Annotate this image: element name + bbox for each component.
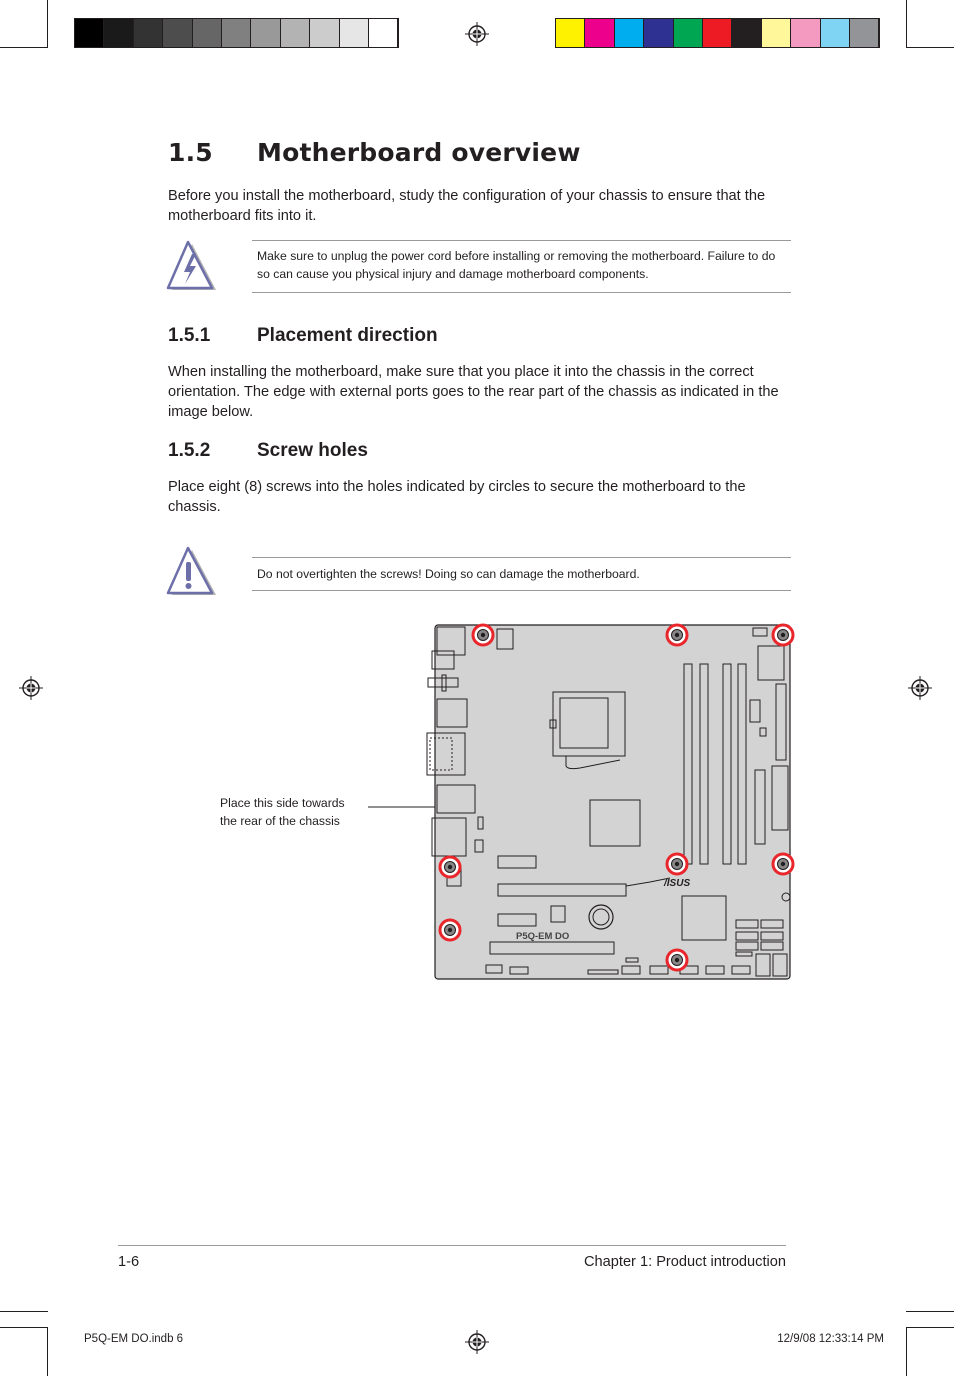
placement-paragraph: When installing the motherboard, make sure that you place it into the chassis in the correct orientation. The edge with external ports goes to the rear part of the chassis as indicated in the image below. xyxy=(168,364,779,420)
color-swatch xyxy=(556,19,585,47)
color-swatch xyxy=(732,19,761,47)
board-model-label: P5Q-EM DO xyxy=(516,931,570,942)
intro-paragraph: Before you install the motherboard, study the configuration of your chassis to ensure that the motherboard fits into it. xyxy=(168,188,766,224)
color-swatch xyxy=(791,19,820,47)
color-swatch xyxy=(104,19,133,47)
page-number: 1-6 xyxy=(118,1254,140,1270)
color-swatch xyxy=(703,19,732,47)
subsection-heading xyxy=(168,325,438,347)
color-swatch xyxy=(850,19,879,47)
warning-note-text: Make sure to unplug the power cord before installing or removing the motherboard. Failure to do so can cause you physical injury and damage motherboard components. xyxy=(257,249,776,281)
warning-note-box xyxy=(252,557,791,591)
color-swatch xyxy=(644,19,673,47)
color-swatch xyxy=(222,19,251,47)
warning-exclamation-icon xyxy=(166,545,222,599)
color-swatch xyxy=(134,19,163,47)
registration-mark-icon xyxy=(19,676,43,700)
trim-mark xyxy=(47,0,48,48)
brand-logo-label: /ISUS xyxy=(664,878,691,889)
screw-hole-marker xyxy=(773,625,793,645)
color-swatch xyxy=(369,19,398,47)
color-swatch xyxy=(674,19,703,47)
color-swatch xyxy=(762,19,791,47)
grayscale-color-bar xyxy=(74,18,399,48)
callout-line-1: Place this side towards xyxy=(220,796,345,810)
color-swatch xyxy=(193,19,222,47)
color-swatch xyxy=(251,19,280,47)
color-swatch xyxy=(615,19,644,47)
subsection-number: 1.5.2 xyxy=(168,440,211,461)
warning-note-box xyxy=(252,240,791,293)
callout-line-2: the rear of the chassis xyxy=(220,814,340,828)
section-title: Motherboard overview xyxy=(257,138,581,167)
diagram-callout xyxy=(220,794,345,830)
trim-mark xyxy=(0,47,48,48)
warning-note-text: Do not overtighten the screws! Doing so can damage the motherboard. xyxy=(257,567,640,581)
color-swatch xyxy=(340,19,369,47)
warning-lightning-icon xyxy=(166,240,222,294)
slug-filename: P5Q-EM DO.indb 6 xyxy=(84,1333,184,1345)
footer-rule xyxy=(118,1245,786,1246)
subsection-title: Placement direction xyxy=(257,325,438,346)
screw-hole-marker xyxy=(667,625,687,645)
registration-mark-icon xyxy=(908,676,932,700)
trim-mark xyxy=(0,1311,48,1312)
trim-mark xyxy=(906,0,907,48)
screw-hole-marker xyxy=(473,625,493,645)
trim-mark xyxy=(47,1328,48,1376)
registration-mark-icon xyxy=(465,1330,489,1354)
trim-mark xyxy=(906,1328,907,1376)
color-swatch xyxy=(310,19,339,47)
trim-mark xyxy=(906,47,954,48)
screw-holes-paragraph: Place eight (8) screws into the holes indicated by circles to secure the motherboard to the chassis. xyxy=(168,479,746,515)
trim-mark xyxy=(906,1311,954,1312)
color-swatch xyxy=(585,19,614,47)
trim-mark xyxy=(0,1327,48,1328)
color-swatch xyxy=(163,19,192,47)
color-swatch xyxy=(281,19,310,47)
section-number: 1.5 xyxy=(168,138,213,167)
slug-timestamp: 12/9/08 12:33:14 PM xyxy=(777,1333,884,1345)
subsection-number: 1.5.1 xyxy=(168,325,211,346)
process-color-bar xyxy=(555,18,880,48)
subsection-heading xyxy=(168,440,368,462)
section-heading xyxy=(168,138,581,167)
screw-hole-marker xyxy=(440,857,460,877)
screw-hole-marker xyxy=(440,920,460,940)
screw-hole-marker xyxy=(773,854,793,874)
chapter-title: Chapter 1: Product introduction xyxy=(584,1254,786,1270)
registration-mark-icon xyxy=(465,22,489,46)
color-swatch xyxy=(75,19,104,47)
screw-hole-marker xyxy=(667,854,687,874)
subsection-title: Screw holes xyxy=(257,440,368,461)
trim-mark xyxy=(906,1327,954,1328)
color-swatch xyxy=(821,19,850,47)
screw-hole-marker xyxy=(667,950,687,970)
motherboard-diagram xyxy=(420,620,795,985)
